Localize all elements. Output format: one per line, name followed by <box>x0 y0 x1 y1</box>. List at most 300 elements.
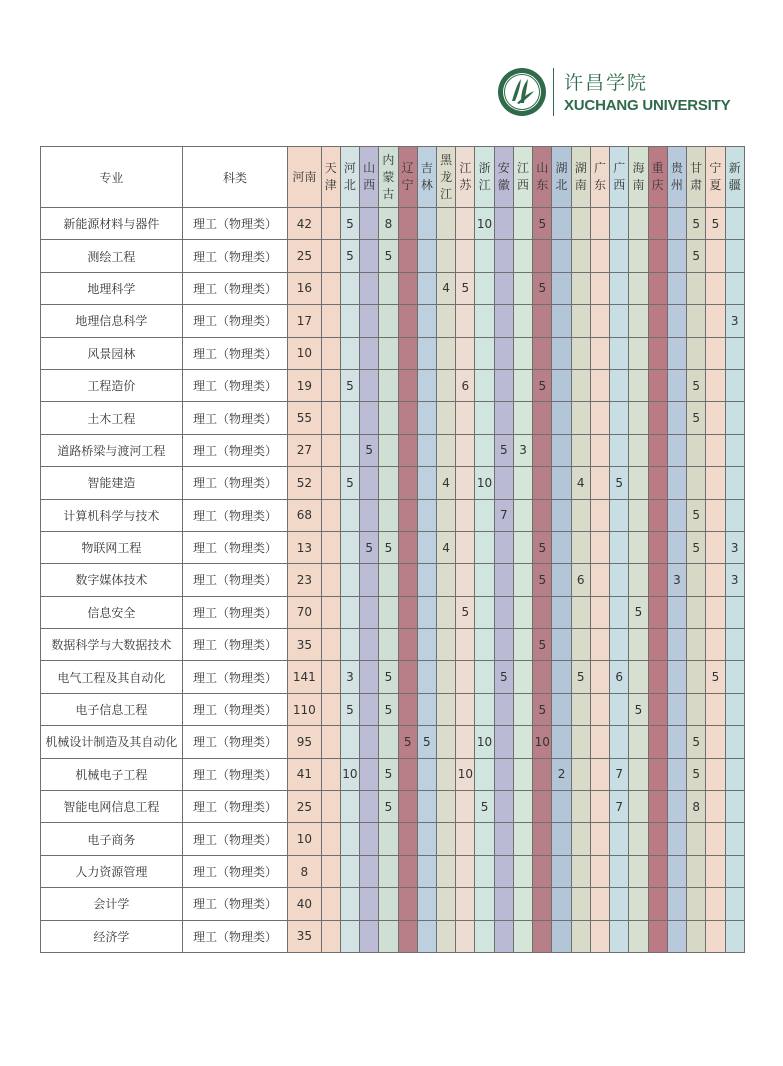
quota-cell <box>436 823 455 855</box>
quota-cell <box>456 823 475 855</box>
quota-cell <box>571 369 590 401</box>
quota-cell <box>436 888 455 920</box>
quota-cell <box>513 855 532 887</box>
quota-cell <box>648 369 667 401</box>
quota-cell <box>590 888 609 920</box>
university-name-en: XUCHANG UNIVERSITY <box>564 97 731 114</box>
quota-cell: 5 <box>706 208 725 240</box>
quota-cell <box>552 272 571 304</box>
quota-cell: 10 <box>340 758 359 790</box>
quota-cell <box>321 888 340 920</box>
quota-cell <box>533 661 552 693</box>
quota-cell <box>398 434 417 466</box>
quota-cell <box>667 758 686 790</box>
quota-cell <box>379 272 398 304</box>
quota-cell <box>667 596 686 628</box>
quota-cell <box>379 499 398 531</box>
major-name: 人力资源管理 <box>41 855 183 887</box>
quota-cell <box>360 758 379 790</box>
quota-cell: 42 <box>288 208 321 240</box>
quota-cell <box>513 629 532 661</box>
major-name: 道路桥梁与渡河工程 <box>41 434 183 466</box>
quota-cell: 141 <box>288 661 321 693</box>
quota-cell <box>590 402 609 434</box>
table-row <box>41 693 745 725</box>
quota-cell <box>667 369 686 401</box>
quota-cell <box>667 726 686 758</box>
quota-cell <box>513 467 532 499</box>
quota-cell <box>360 791 379 823</box>
quota-cell <box>417 920 436 952</box>
quota-cell <box>667 467 686 499</box>
table-row <box>41 791 745 823</box>
quota-cell <box>706 499 725 531</box>
quota-cell: 5 <box>687 726 706 758</box>
quota-cell <box>321 564 340 596</box>
quota-cell <box>610 208 629 240</box>
quota-cell <box>610 337 629 369</box>
quota-cell <box>687 661 706 693</box>
quota-cell <box>706 823 725 855</box>
quota-cell <box>475 402 494 434</box>
quota-cell <box>667 791 686 823</box>
quota-cell <box>552 920 571 952</box>
table-row <box>41 434 745 466</box>
quota-cell <box>590 240 609 272</box>
quota-cell <box>475 531 494 563</box>
quota-cell <box>379 629 398 661</box>
quota-cell <box>456 240 475 272</box>
quota-cell <box>340 402 359 434</box>
quota-cell <box>552 402 571 434</box>
quota-cell <box>475 596 494 628</box>
quota-cell <box>706 402 725 434</box>
subject-category: 理工（物理类） <box>182 758 287 790</box>
header-province: 吉林 <box>417 147 436 208</box>
quota-cell <box>571 758 590 790</box>
quota-cell <box>417 499 436 531</box>
quota-cell: 5 <box>533 531 552 563</box>
quota-cell <box>398 920 417 952</box>
quota-cell <box>513 240 532 272</box>
quota-cell <box>494 369 513 401</box>
major-name: 经济学 <box>41 920 183 952</box>
quota-cell <box>648 726 667 758</box>
quota-cell <box>687 305 706 337</box>
header-province: 江西 <box>513 147 532 208</box>
header-province: 贵州 <box>667 147 686 208</box>
quota-cell <box>610 693 629 725</box>
quota-cell <box>417 564 436 596</box>
quota-cell <box>610 596 629 628</box>
quota-cell <box>610 272 629 304</box>
quota-cell <box>533 467 552 499</box>
quota-cell <box>398 629 417 661</box>
quota-cell <box>513 758 532 790</box>
quota-cell <box>667 693 686 725</box>
header-province: 新疆 <box>725 147 745 208</box>
quota-cell <box>725 823 745 855</box>
header-province: 内蒙古 <box>379 147 398 208</box>
quota-cell <box>494 920 513 952</box>
quota-cell <box>590 369 609 401</box>
quota-cell: 6 <box>610 661 629 693</box>
header-major: 专业 <box>41 147 183 208</box>
major-name: 电子商务 <box>41 823 183 855</box>
quota-cell <box>629 564 648 596</box>
quota-cell <box>590 337 609 369</box>
quota-cell <box>629 855 648 887</box>
quota-cell <box>667 629 686 661</box>
quota-cell <box>590 726 609 758</box>
quota-cell <box>513 693 532 725</box>
quota-cell <box>513 499 532 531</box>
quota-cell: 5 <box>360 434 379 466</box>
quota-cell <box>667 240 686 272</box>
quota-cell <box>494 305 513 337</box>
quota-cell <box>321 693 340 725</box>
quota-cell <box>533 337 552 369</box>
quota-cell <box>456 693 475 725</box>
quota-cell <box>398 208 417 240</box>
quota-cell <box>340 564 359 596</box>
quota-cell <box>436 564 455 596</box>
subject-category: 理工（物理类） <box>182 531 287 563</box>
quota-cell <box>494 758 513 790</box>
quota-cell <box>571 888 590 920</box>
quota-cell <box>456 564 475 596</box>
quota-cell: 27 <box>288 434 321 466</box>
quota-cell: 5 <box>456 596 475 628</box>
quota-cell <box>687 888 706 920</box>
quota-cell <box>494 240 513 272</box>
quota-cell <box>417 661 436 693</box>
quota-cell <box>456 402 475 434</box>
quota-cell <box>629 369 648 401</box>
quota-cell <box>648 467 667 499</box>
quota-cell: 70 <box>288 596 321 628</box>
subject-category: 理工（物理类） <box>182 402 287 434</box>
quota-cell: 55 <box>288 402 321 434</box>
quota-cell <box>398 823 417 855</box>
quota-cell <box>494 531 513 563</box>
quota-cell <box>725 402 745 434</box>
quota-cell <box>629 920 648 952</box>
quota-cell <box>456 629 475 661</box>
quota-cell <box>725 240 745 272</box>
table-row <box>41 467 745 499</box>
quota-cell <box>552 791 571 823</box>
quota-cell <box>475 337 494 369</box>
table-row <box>41 596 745 628</box>
quota-cell: 10 <box>288 337 321 369</box>
quota-cell <box>648 402 667 434</box>
quota-cell <box>706 888 725 920</box>
table-row <box>41 564 745 596</box>
quota-cell <box>725 467 745 499</box>
quota-cell <box>648 823 667 855</box>
quota-cell <box>513 888 532 920</box>
quota-cell <box>456 888 475 920</box>
quota-cell <box>436 791 455 823</box>
quota-cell <box>648 208 667 240</box>
quota-cell <box>610 499 629 531</box>
quota-cell <box>590 272 609 304</box>
subject-category: 理工（物理类） <box>182 564 287 596</box>
quota-cell <box>321 499 340 531</box>
quota-cell: 5 <box>687 240 706 272</box>
quota-cell <box>475 272 494 304</box>
quota-cell <box>475 434 494 466</box>
quota-cell: 3 <box>340 661 359 693</box>
quota-cell <box>379 305 398 337</box>
quota-cell <box>379 855 398 887</box>
quota-cell <box>456 726 475 758</box>
quota-cell <box>571 855 590 887</box>
quota-cell <box>590 208 609 240</box>
quota-cell <box>513 661 532 693</box>
quota-cell: 5 <box>379 240 398 272</box>
quota-cell <box>552 661 571 693</box>
quota-cell <box>533 920 552 952</box>
quota-cell <box>687 564 706 596</box>
quota-cell <box>417 369 436 401</box>
subject-category: 理工（物理类） <box>182 208 287 240</box>
quota-cell <box>398 531 417 563</box>
quota-cell: 5 <box>379 791 398 823</box>
quota-cell <box>494 208 513 240</box>
quota-cell <box>648 855 667 887</box>
quota-cell <box>590 855 609 887</box>
quota-cell <box>648 758 667 790</box>
quota-cell <box>571 272 590 304</box>
quota-cell <box>494 791 513 823</box>
quota-cell <box>648 629 667 661</box>
quota-cell <box>360 888 379 920</box>
quota-cell: 5 <box>379 758 398 790</box>
table-row <box>41 661 745 693</box>
subject-category: 理工（物理类） <box>182 369 287 401</box>
quota-cell <box>513 402 532 434</box>
quota-cell <box>360 272 379 304</box>
quota-cell <box>629 208 648 240</box>
quota-cell <box>321 240 340 272</box>
quota-cell <box>725 337 745 369</box>
quota-cell <box>667 661 686 693</box>
quota-cell <box>571 499 590 531</box>
quota-cell <box>321 531 340 563</box>
quota-cell <box>725 208 745 240</box>
quota-cell <box>610 305 629 337</box>
quota-cell <box>340 434 359 466</box>
quota-cell: 8 <box>687 791 706 823</box>
quota-cell <box>667 402 686 434</box>
major-name: 测绘工程 <box>41 240 183 272</box>
quota-cell: 3 <box>725 531 745 563</box>
quota-cell <box>360 499 379 531</box>
quota-cell: 5 <box>379 661 398 693</box>
major-name: 信息安全 <box>41 596 183 628</box>
quota-cell: 25 <box>288 791 321 823</box>
quota-cell <box>706 531 725 563</box>
quota-cell <box>533 758 552 790</box>
quota-cell: 5 <box>610 467 629 499</box>
table-row <box>41 531 745 563</box>
quota-cell <box>398 240 417 272</box>
quota-cell <box>552 434 571 466</box>
header-province: 甘肃 <box>687 147 706 208</box>
quota-cell <box>706 564 725 596</box>
quota-cell <box>571 693 590 725</box>
table-row <box>41 855 745 887</box>
quota-cell: 5 <box>417 726 436 758</box>
quota-cell <box>706 305 725 337</box>
quota-cell <box>340 531 359 563</box>
table-row <box>41 369 745 401</box>
quota-cell <box>513 791 532 823</box>
quota-cell <box>610 240 629 272</box>
quota-cell <box>590 434 609 466</box>
subject-category: 理工（物理类） <box>182 240 287 272</box>
quota-cell <box>687 855 706 887</box>
quota-cell <box>494 337 513 369</box>
quota-cell <box>552 596 571 628</box>
quota-cell <box>321 467 340 499</box>
quota-cell <box>436 920 455 952</box>
quota-cell: 41 <box>288 758 321 790</box>
quota-cell: 5 <box>687 531 706 563</box>
quota-cell <box>725 272 745 304</box>
quota-cell: 5 <box>379 531 398 563</box>
quota-cell <box>629 629 648 661</box>
quota-cell <box>590 499 609 531</box>
quota-cell <box>456 305 475 337</box>
quota-cell: 5 <box>340 369 359 401</box>
quota-cell <box>571 920 590 952</box>
quota-cell <box>321 661 340 693</box>
quota-cell <box>571 726 590 758</box>
quota-cell <box>360 240 379 272</box>
quota-cell: 25 <box>288 240 321 272</box>
header-province: 湖北 <box>552 147 571 208</box>
quota-cell <box>610 434 629 466</box>
quota-cell <box>417 629 436 661</box>
quota-cell <box>475 888 494 920</box>
quota-cell <box>667 920 686 952</box>
quota-cell: 52 <box>288 467 321 499</box>
quota-cell: 7 <box>494 499 513 531</box>
header-province: 江苏 <box>456 147 475 208</box>
quota-cell <box>513 337 532 369</box>
quota-cell <box>360 337 379 369</box>
quota-cell: 68 <box>288 499 321 531</box>
quota-cell <box>360 402 379 434</box>
header-province: 浙江 <box>475 147 494 208</box>
quota-cell <box>629 791 648 823</box>
quota-cell <box>706 337 725 369</box>
quota-cell <box>417 467 436 499</box>
quota-cell <box>552 208 571 240</box>
quota-cell <box>321 596 340 628</box>
header-category: 科类 <box>182 147 287 208</box>
quota-cell <box>706 596 725 628</box>
quota-cell: 5 <box>687 369 706 401</box>
quota-cell <box>667 208 686 240</box>
table-row <box>41 823 745 855</box>
quota-cell <box>590 758 609 790</box>
quota-cell <box>436 758 455 790</box>
quota-cell <box>436 693 455 725</box>
quota-cell <box>687 629 706 661</box>
quota-cell <box>417 402 436 434</box>
quota-cell: 3 <box>725 305 745 337</box>
quota-cell <box>571 596 590 628</box>
quota-cell <box>494 402 513 434</box>
quota-cell <box>610 888 629 920</box>
major-name: 风景园林 <box>41 337 183 369</box>
quota-cell <box>610 855 629 887</box>
header-province: 河北 <box>340 147 359 208</box>
subject-category: 理工（物理类） <box>182 791 287 823</box>
quota-cell <box>321 208 340 240</box>
quota-cell: 5 <box>340 208 359 240</box>
quota-cell <box>706 467 725 499</box>
quota-cell <box>552 855 571 887</box>
quota-cell: 5 <box>629 596 648 628</box>
quota-cell <box>533 305 552 337</box>
subject-category: 理工（物理类） <box>182 823 287 855</box>
quota-cell: 5 <box>687 402 706 434</box>
quota-cell <box>475 823 494 855</box>
quota-cell <box>417 531 436 563</box>
quota-cell <box>513 564 532 596</box>
quota-cell: 2 <box>552 758 571 790</box>
quota-cell <box>340 791 359 823</box>
quota-cell <box>629 467 648 499</box>
quota-cell <box>610 726 629 758</box>
quota-cell <box>417 693 436 725</box>
quota-cell <box>475 499 494 531</box>
quota-cell: 5 <box>571 661 590 693</box>
quota-cell <box>513 369 532 401</box>
quota-cell: 5 <box>533 693 552 725</box>
university-logo <box>497 64 737 120</box>
quota-cell <box>436 208 455 240</box>
quota-cell <box>725 661 745 693</box>
header-province: 重庆 <box>648 147 667 208</box>
quota-cell <box>687 596 706 628</box>
quota-cell <box>379 402 398 434</box>
quota-cell <box>436 434 455 466</box>
quota-cell <box>436 305 455 337</box>
quota-cell <box>648 240 667 272</box>
quota-cell <box>456 661 475 693</box>
quota-cell <box>610 402 629 434</box>
header-province: 广西 <box>610 147 629 208</box>
quota-cell <box>571 823 590 855</box>
quota-cell <box>417 208 436 240</box>
quota-cell <box>571 531 590 563</box>
quota-cell <box>533 791 552 823</box>
quota-cell <box>321 629 340 661</box>
quota-cell <box>648 337 667 369</box>
quota-cell <box>340 823 359 855</box>
quota-cell <box>436 402 455 434</box>
quota-cell: 10 <box>456 758 475 790</box>
quota-cell <box>533 402 552 434</box>
quota-cell: 6 <box>456 369 475 401</box>
quota-cell <box>379 467 398 499</box>
